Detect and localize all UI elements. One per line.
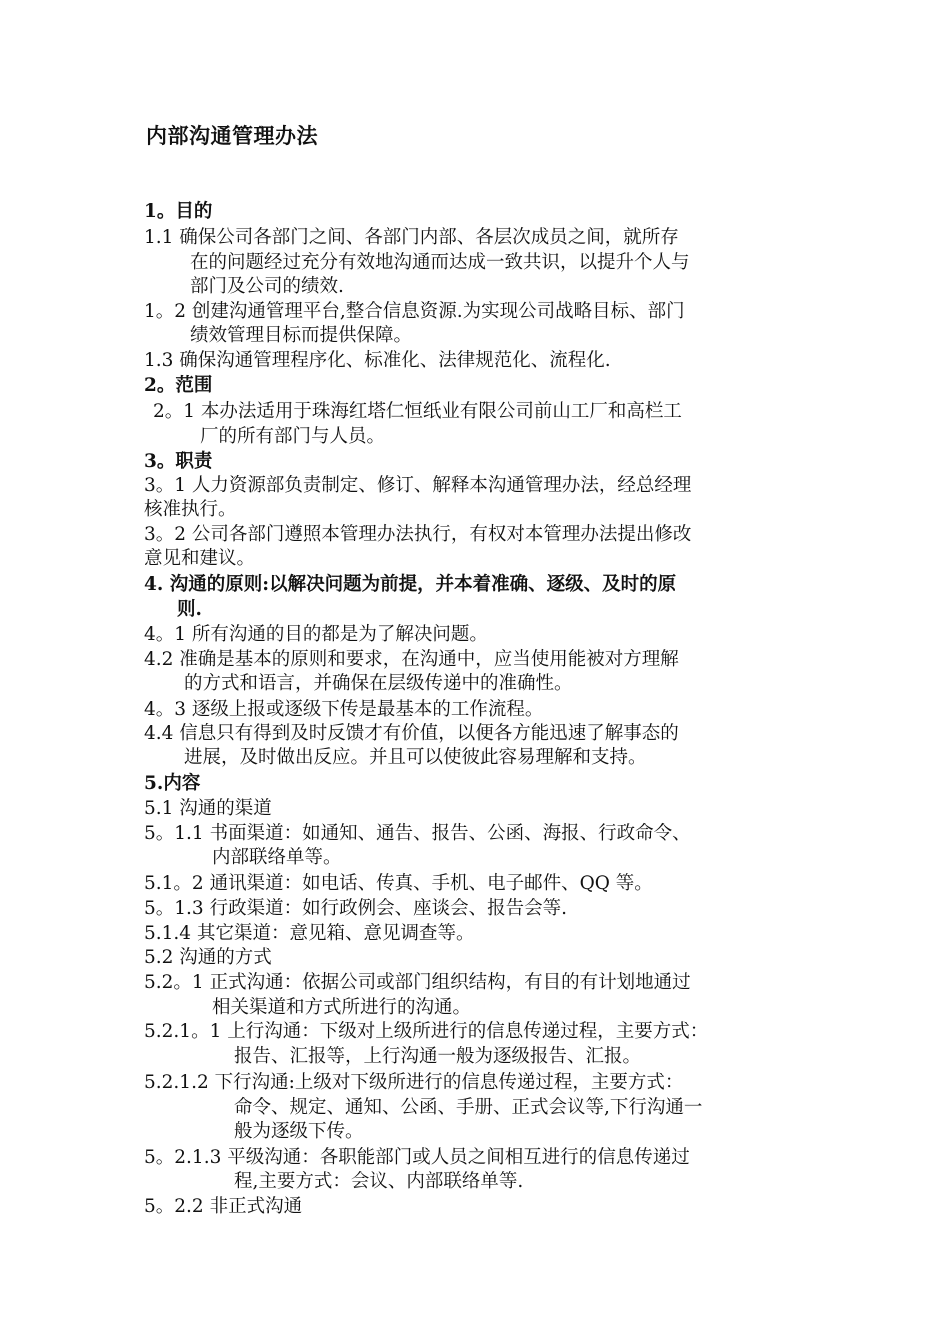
paragraph-line: 部门及公司的绩效. [190,276,344,297]
paragraph-line: 2。1 本办法适用于珠海红塔仁恒纸业有限公司前山工厂和高栏工 [153,401,682,422]
section-heading: 2。范围 [144,375,213,396]
section-heading: 1。目的 [144,201,213,222]
document-title: 内部沟通管理办法 [146,123,318,148]
paragraph-line: 在的问题经过充分有效地沟通而达成一致共识，以提升个人与 [190,252,690,273]
paragraph-line: 般为逐级下传。 [234,1121,364,1142]
section-heading: 则. [177,599,202,620]
section-heading: 4. 沟通的原则:以解决问题为前提，并本着准确、逐级、及时的原 [144,574,677,595]
paragraph-line: 5.1。2 通讯渠道：如电话、传真、手机、电子邮件、QQ 等。 [144,873,653,894]
paragraph-line: 相关渠道和方式所进行的沟通。 [212,997,472,1018]
paragraph-line: 5.1 沟通的渠道 [144,798,272,819]
section-heading: 5.内容 [144,773,201,794]
paragraph-line: 的方式和语言，并确保在层级传递中的准确性。 [184,673,573,694]
section-heading: 3。职责 [144,451,213,472]
paragraph-line: 5.2。1 正式沟通：依据公司或部门组织结构，有目的有计划地通过 [144,972,691,993]
paragraph-line: 命令、规定、通知、公函、手册、正式会议等,下行沟通一 [234,1097,703,1118]
paragraph-line: 5.2.1.2 下行沟通:上级对下级所进行的信息传递过程，主要方式： [144,1072,684,1093]
paragraph-line: 报告、汇报等，上行沟通一般为逐级报告、汇报。 [234,1046,642,1067]
paragraph-line: 1。2 创建沟通管理平台,整合信息资源.为实现公司战略目标、部门 [144,301,685,322]
paragraph-line: 1.1 确保公司各部门之间、各部门内部、各层次成员之间，就所存 [144,227,679,248]
paragraph-line: 4.4 信息只有得到及时反馈才有价值，以便各方能迅速了解事态的 [144,723,679,744]
paragraph-line: 5.2 沟通的方式 [144,947,272,968]
paragraph-line: 5.1.4 其它渠道：意见箱、意见调查等。 [144,923,475,944]
paragraph-line: 程,主要方式：会议、内部联络单等. [234,1171,524,1192]
paragraph-line: 5.2.1。1 上行沟通：下级对上级所进行的信息传递过程，主要方式： [144,1021,709,1042]
paragraph-line: 5。1.1 书面渠道：如通知、通告、报告、公函、海报、行政命令、 [144,823,691,844]
paragraph-line: 核准执行。 [144,499,237,520]
paragraph-line: 5。2.2 非正式沟通 [144,1196,303,1217]
paragraph-line: 4。1 所有沟通的目的都是为了解决问题。 [144,624,488,645]
paragraph-line: 3。2 公司各部门遵照本管理办法执行，有权对本管理办法提出修改 [144,524,692,545]
paragraph-line: 4.2 准确是基本的原则和要求，在沟通中，应当使用能被对方理解 [144,649,679,670]
paragraph-line: 1.3 确保沟通管理程序化、标准化、法律规范化、流程化. [144,350,611,371]
paragraph-line: 绩效管理目标而提供保障。 [190,325,413,346]
paragraph-line: 内部联络单等。 [212,847,342,868]
paragraph-line: 5。1.3 行政渠道：如行政例会、座谈会、报告会等. [144,898,567,919]
paragraph-line: 5。2.1.3 平级沟通：各职能部门或人员之间相互进行的信息传递过 [144,1147,690,1168]
paragraph-line: 进展，及时做出反应。并且可以使彼此容易理解和支持。 [184,747,647,768]
paragraph-line: 4。3 逐级上报或逐级下传是最基本的工作流程。 [144,699,544,720]
paragraph-line: 厂的所有部门与人员。 [200,426,386,447]
paragraph-line: 3。1 人力资源部负责制定、修订、解释本沟通管理办法，经总经理 [144,475,692,496]
paragraph-line: 意见和建议。 [144,548,256,569]
